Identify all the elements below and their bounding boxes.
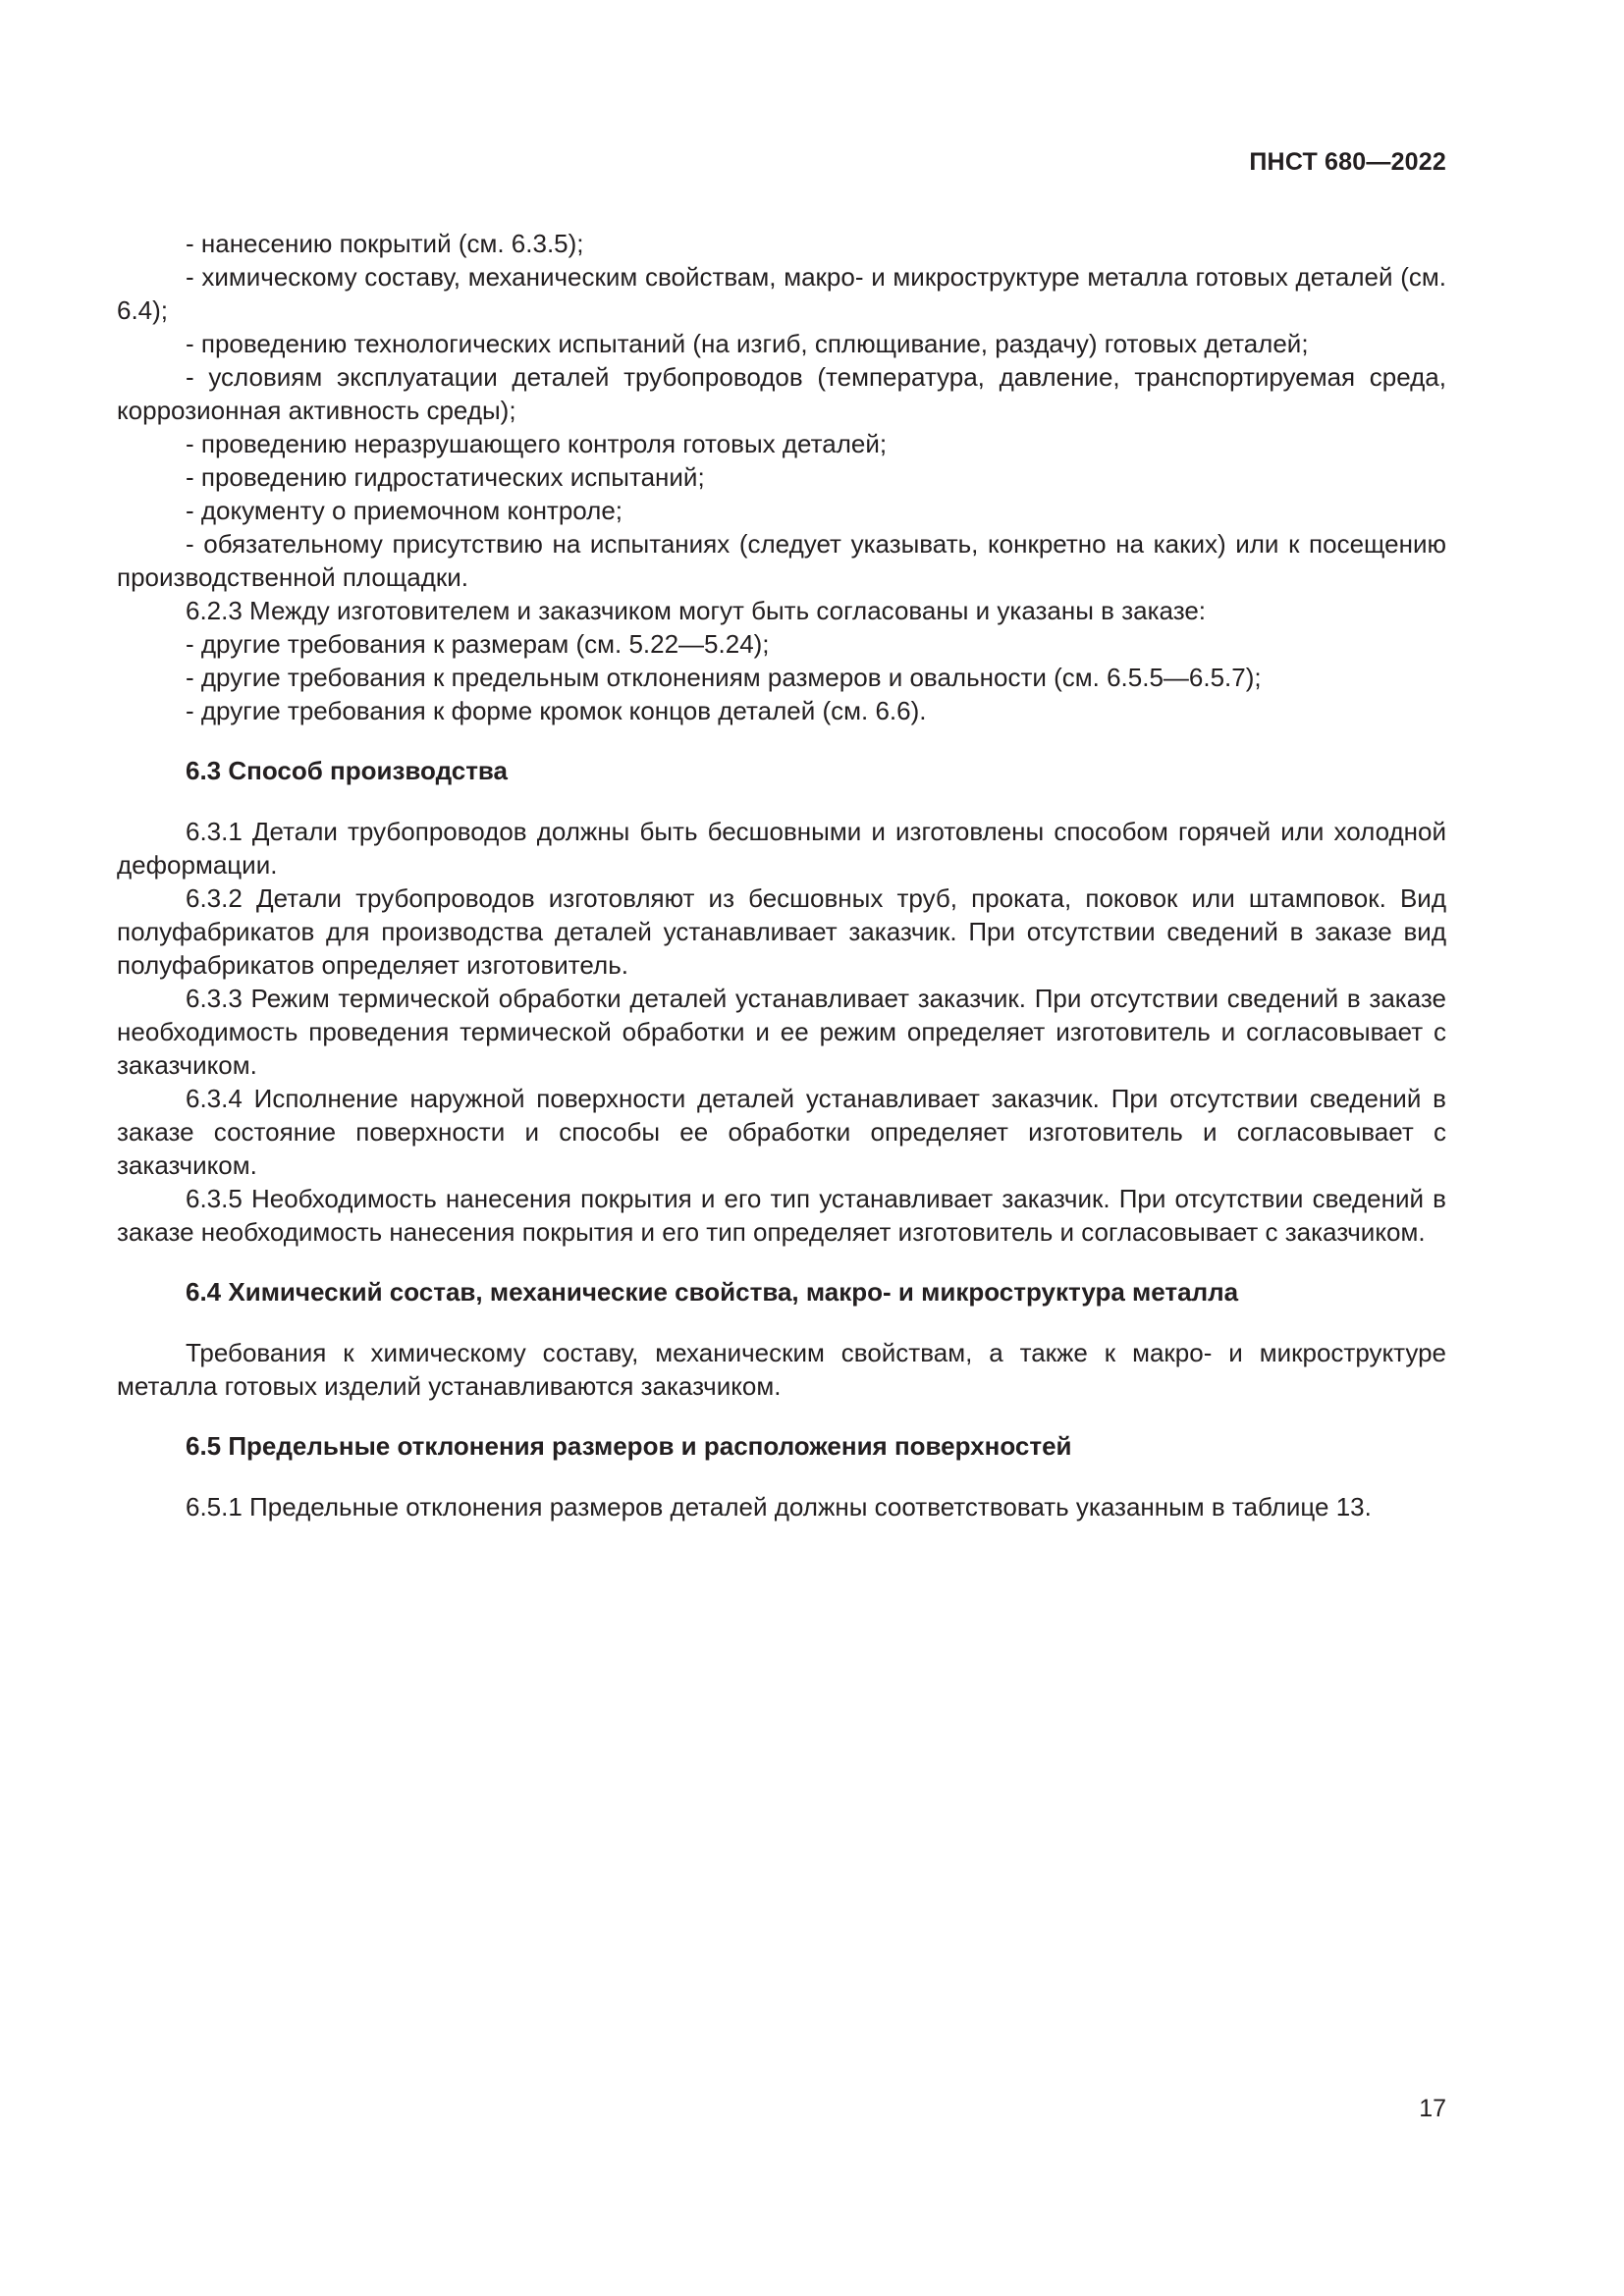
list-item: - химическому составу, механическим свойствам, макро- и микроструктуре металла готовых деталей (см. 6.4); — [117, 262, 1446, 325]
paragraph-6-3-3: 6.3.3 Режим термической обработки деталей устанавливает заказчик. При отсутствии сведений в заказе необходимость проведения термической обработки и ее режим определяет изготовитель и согласовывает с заказчиком. — [117, 984, 1446, 1080]
page-content — [117, 227, 1446, 1523]
list-item: - другие требования к размерам (см. 5.22—5.24); — [186, 629, 770, 659]
paragraph-6-4: Требования к химическому составу, механическим свойствам, а также к макро- и микроструктуре металла готовых изделий устанавливаются заказчиком. — [117, 1338, 1446, 1401]
paragraph-6-3-2: 6.3.2 Детали трубопроводов изготовляют из бесшовных труб, проката, поковок или штамповок. Вид полуфабрикатов для производства деталей устанавливает заказчик. При отсутствии сведений в заказе вид полуфабрикатов определяет изготовитель. — [117, 883, 1446, 980]
list-item: - проведению гидростатических испытаний; — [186, 462, 705, 492]
section-heading-6-5: 6.5 Предельные отклонения размеров и расположения поверхностей — [186, 1431, 1072, 1461]
document-code: ПНСТ 680—2022 — [1249, 148, 1446, 176]
list-item: - документу о приемочном контроле; — [186, 496, 623, 525]
paragraph-6-3-4: 6.3.4 Исполнение наружной поверхности деталей устанавливает заказчик. При отсутствии сведений в заказе состояние поверхности и способы ее обработки определяет изготовитель и согласовывает с заказчиком. — [117, 1084, 1446, 1180]
list-item: - проведению неразрушающего контроля готовых деталей; — [186, 429, 888, 458]
paragraph-6-3-1: 6.3.1 Детали трубопроводов должны быть бесшовными и изготовлены способом горячей или холодной деформации. — [117, 817, 1446, 880]
section-heading-6-4: 6.4 Химический состав, механические свойства, макро- и микроструктура металла — [186, 1277, 1239, 1307]
section-heading-6-3: 6.3 Способ производства — [186, 756, 509, 785]
list-item: - условиям эксплуатации деталей трубопроводов (температура, давление, транспортируемая среда, коррозионная активность среды); — [117, 362, 1446, 425]
list-item: - другие требования к форме кромок концов деталей (см. 6.6). — [186, 696, 927, 725]
paragraph-6-2-3: 6.2.3 Между изготовителем и заказчиком могут быть согласованы и указаны в заказе: — [186, 596, 1207, 625]
list-item: - другие требования к предельным отклонениям размеров и овальности (см. 6.5.5—6.5.7); — [186, 663, 1262, 692]
list-item: - проведению технологических испытаний (на изгиб, сплющивание, раздачу) готовых деталей; — [186, 329, 1309, 358]
list-item: - обязательному присутствию на испытаниях (следует указывать, конкретно на каких) или к посещению производственной площадки. — [117, 529, 1446, 592]
paragraph-6-3-5: 6.3.5 Необходимость нанесения покрытия и его тип устанавливает заказчик. При отсутствии сведений в заказе необходимость нанесения покрытия и его тип определяет изготовитель и согласовывает с заказчиком. — [117, 1184, 1446, 1247]
page-number: 17 — [1419, 2095, 1446, 2122]
list-item: - нанесению покрытий (см. 6.3.5); — [186, 229, 584, 258]
paragraph-6-5-1: 6.5.1 Предельные отклонения размеров деталей должны соответствовать указанным в таблице 13. — [186, 1492, 1372, 1522]
